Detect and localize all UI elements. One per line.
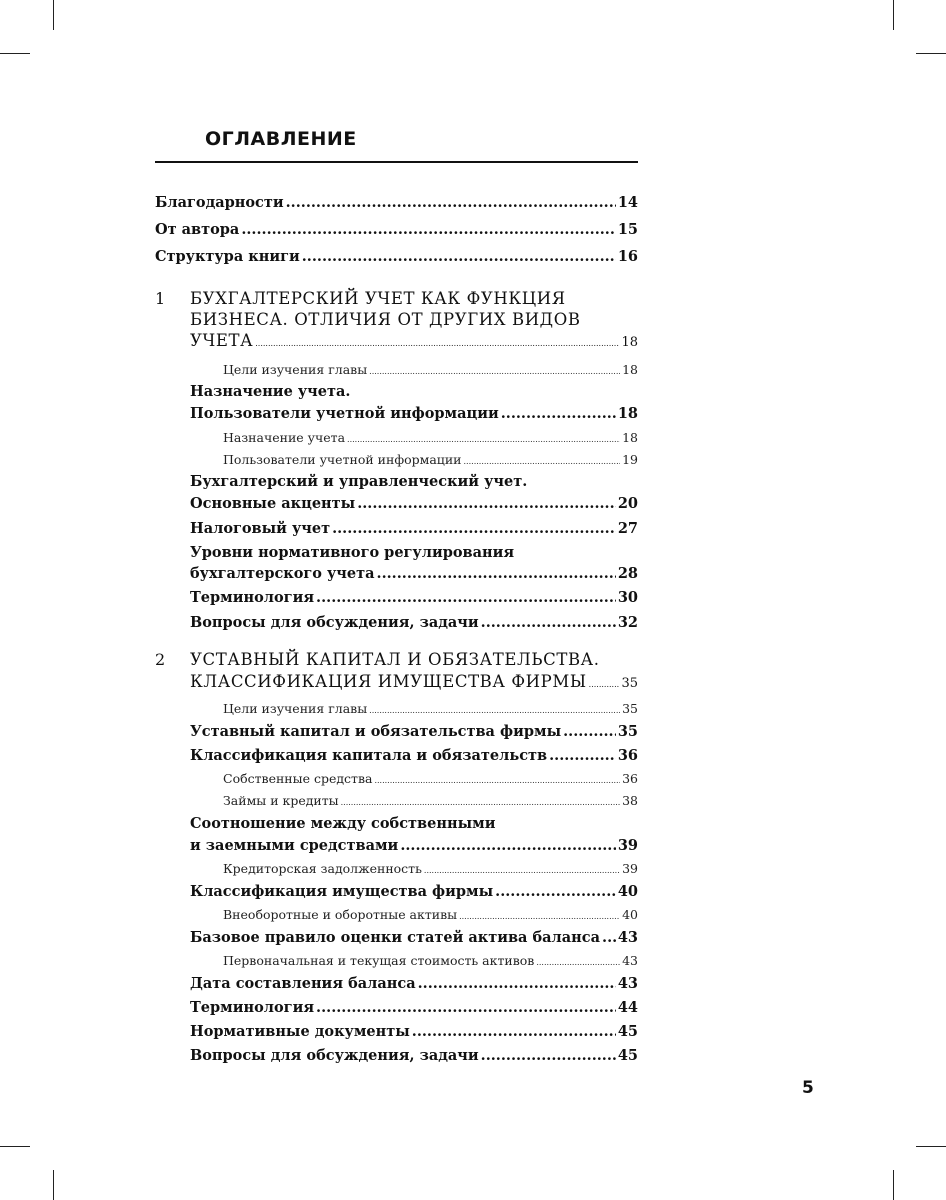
- toc-label: Кредиторская задолженность: [223, 861, 422, 876]
- toc-label-line: Соотношение между собственными: [190, 815, 496, 832]
- chapter-title-line: БИЗНЕСА. ОТЛИЧИЯ ОТ ДРУГИХ ВИДОВ: [190, 310, 581, 329]
- toc-label: Собственные средства: [223, 771, 373, 786]
- toc-label: Нормативные документы: [190, 1023, 410, 1040]
- toc-subentry[interactable]: [223, 861, 638, 876]
- leader-dots: [302, 248, 616, 265]
- toc-label: Вопросы для обсуждения, задачи: [190, 614, 479, 631]
- toc-page: 36: [617, 747, 638, 764]
- toc-label: и заемными средствами: [190, 837, 399, 854]
- toc-page: 39: [622, 861, 638, 876]
- chapter-title-line: УСТАВНЫЙ КАПИТАЛ И ОБЯЗАТЕЛЬСТВА.: [190, 650, 600, 669]
- leader-dots: [464, 457, 621, 466]
- toc-subentry[interactable]: [223, 793, 638, 808]
- leader-dots: [418, 975, 616, 992]
- leader-dots: [369, 706, 620, 715]
- crop-mark: [53, 0, 54, 30]
- toc-label: Внеоборотные и оборотные активы: [223, 907, 458, 922]
- leader-dots: [400, 837, 616, 854]
- toc-entry[interactable]: [190, 520, 638, 537]
- toc-label: Базовое правило оценки статей актива баланса: [190, 929, 601, 946]
- toc-label: Терминология: [190, 589, 315, 606]
- toc-page: 14: [617, 194, 638, 211]
- toc-label: Структура книги: [155, 248, 300, 265]
- crop-mark: [0, 53, 30, 54]
- toc-page: 43: [622, 953, 638, 968]
- toc-entry-from-author[interactable]: [155, 221, 638, 238]
- toc-page: 18: [621, 335, 638, 350]
- toc-page: 35: [622, 701, 638, 716]
- toc-subentry[interactable]: [223, 771, 638, 786]
- leader-dots: [424, 866, 620, 875]
- leader-dots: [501, 405, 616, 422]
- toc-label: Первоначальная и текущая стоимость активов: [223, 953, 535, 968]
- toc-entry[interactable]: [190, 565, 638, 582]
- toc-subentry[interactable]: [223, 430, 638, 445]
- toc-subentry[interactable]: [223, 701, 638, 716]
- toc-label: Благодарности: [155, 194, 284, 211]
- toc-page: 44: [617, 999, 638, 1016]
- crop-mark: [916, 53, 946, 54]
- page-title: ОГЛАВЛЕНИЕ: [205, 128, 357, 150]
- leader-dots: [316, 589, 616, 606]
- leader-dots: [316, 999, 616, 1016]
- leader-dots: [481, 614, 616, 631]
- leader-dots: [481, 1047, 616, 1064]
- toc-page: 38: [622, 793, 638, 808]
- toc-label: Займы и кредиты: [223, 793, 339, 808]
- toc-label: КЛАССИФИКАЦИЯ ИМУЩЕСТВА ФИРМЫ: [190, 672, 587, 691]
- toc-page: 35: [617, 723, 638, 740]
- toc-page: 18: [617, 405, 638, 422]
- toc-label: Основные акценты: [190, 495, 356, 512]
- toc-entry-book-structure[interactable]: [155, 248, 638, 265]
- leader-dots: [602, 929, 616, 946]
- toc-entry[interactable]: [190, 495, 638, 512]
- toc-page: 43: [617, 929, 638, 946]
- toc-page: 16: [617, 248, 638, 265]
- toc-entry-chapter-2[interactable]: [190, 672, 638, 691]
- toc-page: 36: [622, 771, 638, 786]
- toc-entry[interactable]: [190, 999, 638, 1016]
- leader-dots: [374, 776, 620, 785]
- leader-dots: [332, 520, 616, 537]
- toc-page: 28: [617, 565, 638, 582]
- toc-entry[interactable]: [190, 1023, 638, 1040]
- toc-entry[interactable]: [190, 883, 638, 900]
- chapter-title-line: БУХГАЛТЕРСКИЙ УЧЕТ КАК ФУНКЦИЯ: [190, 289, 566, 308]
- toc-page: 19: [622, 452, 638, 467]
- toc-label: Уставный капитал и обязательства фирмы: [190, 723, 562, 740]
- leader-dots: [255, 339, 619, 348]
- toc-entry-chapter-1[interactable]: [190, 331, 638, 350]
- toc-label-line: Бухгалтерский и управленческий учет.: [190, 473, 528, 490]
- toc-page: 35: [621, 676, 638, 691]
- page-number: 5: [802, 1078, 814, 1098]
- crop-mark: [0, 1146, 30, 1147]
- toc-label: Классификация капитала и обязательств: [190, 747, 548, 764]
- toc-label: Цели изучения главы: [223, 701, 368, 716]
- toc-label: УЧЕТА: [190, 331, 254, 350]
- leader-dots: [563, 723, 616, 740]
- toc-entry-acknowledgements[interactable]: [155, 194, 638, 211]
- toc-page: 40: [617, 883, 638, 900]
- toc-entry[interactable]: [190, 589, 638, 606]
- toc-label: Дата составления баланса: [190, 975, 416, 992]
- chapter-number: 2: [155, 650, 166, 669]
- crop-mark: [893, 0, 894, 30]
- toc-label: От автора: [155, 221, 240, 238]
- leader-dots: [241, 221, 615, 238]
- leader-dots: [536, 958, 620, 967]
- toc-label: Пользователи учетной информации: [223, 452, 462, 467]
- leader-dots: [412, 1023, 616, 1040]
- toc-page: 27: [617, 520, 638, 537]
- toc-subentry[interactable]: [223, 907, 638, 922]
- toc-page: 39: [617, 837, 638, 854]
- crop-mark: [893, 1170, 894, 1200]
- leader-dots: [286, 194, 616, 211]
- crop-mark: [916, 1146, 946, 1147]
- leader-dots: [347, 435, 620, 444]
- leader-dots: [589, 680, 620, 689]
- toc-label: Классификация имущества фирмы: [190, 883, 494, 900]
- toc-page: 20: [617, 495, 638, 512]
- toc-entry[interactable]: [190, 929, 638, 946]
- toc-label-line: Назначение учета.: [190, 383, 351, 400]
- toc-entry[interactable]: [190, 975, 638, 992]
- toc-page: 32: [617, 614, 638, 631]
- toc-label: Цели изучения главы: [223, 362, 368, 377]
- toc-page: 40: [622, 907, 638, 922]
- toc-label: Вопросы для обсуждения, задачи: [190, 1047, 479, 1064]
- toc-page: 18: [622, 362, 638, 377]
- leader-dots: [341, 798, 620, 807]
- toc-subentry[interactable]: [223, 362, 638, 377]
- toc-label: Терминология: [190, 999, 315, 1016]
- leader-dots: [495, 883, 616, 900]
- toc-label: Налоговый учет: [190, 520, 331, 537]
- toc-label: Пользователи учетной информации: [190, 405, 499, 422]
- chapter-number: 1: [155, 289, 166, 308]
- leader-dots: [459, 912, 620, 921]
- toc-page: 45: [617, 1023, 638, 1040]
- toc-page: 15: [617, 221, 638, 238]
- toc-entry[interactable]: [190, 405, 638, 422]
- toc-label: бухгалтерского учета: [190, 565, 375, 582]
- toc-entry[interactable]: [190, 837, 638, 854]
- toc-page: 43: [617, 975, 638, 992]
- toc-subentry[interactable]: [223, 953, 638, 968]
- toc-subentry[interactable]: [223, 452, 638, 467]
- toc-page: 45: [617, 1047, 638, 1064]
- leader-dots: [549, 747, 616, 764]
- leader-dots: [357, 495, 616, 512]
- toc-entry[interactable]: [190, 723, 638, 740]
- toc-entry[interactable]: [190, 1047, 638, 1064]
- toc-entry[interactable]: [190, 747, 638, 764]
- toc-page: 18: [622, 430, 638, 445]
- toc-label-line: Уровни нормативного регулирования: [190, 544, 515, 561]
- toc-entry[interactable]: [190, 614, 638, 631]
- toc-label: Назначение учета: [223, 430, 346, 445]
- leader-dots: [377, 565, 616, 582]
- leader-dots: [369, 367, 620, 376]
- title-rule: [155, 161, 638, 163]
- toc-page: 30: [617, 589, 638, 606]
- crop-mark: [53, 1170, 54, 1200]
